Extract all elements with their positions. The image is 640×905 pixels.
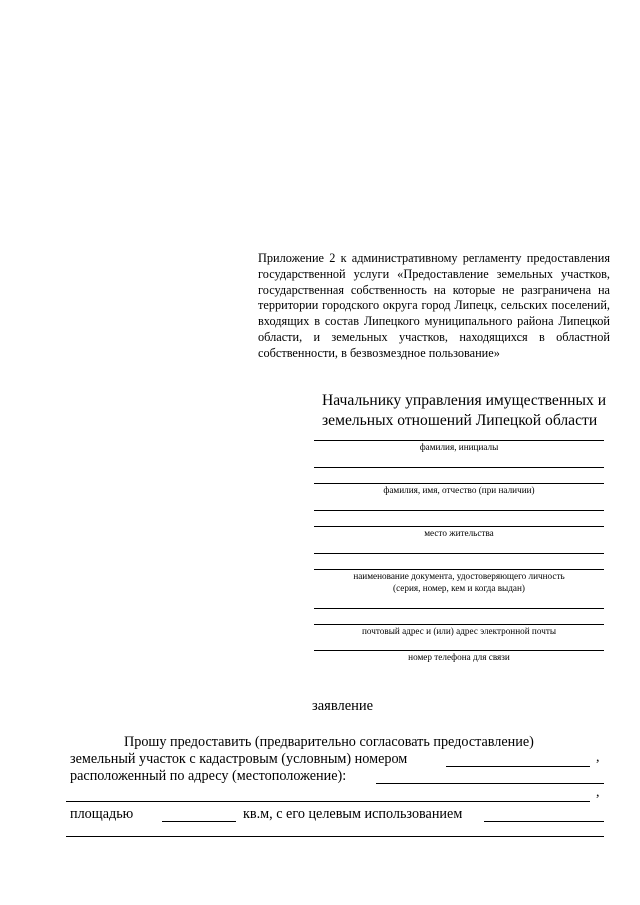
cadastral-comma: , [596,750,600,765]
purpose-line-1[interactable] [484,821,604,822]
residence-caption: место жительства [424,528,494,538]
postal-email-line-1[interactable] [314,608,604,609]
id-document-caption-line-2: (серия, номер, кем и когда выдан) [393,583,525,593]
addressee-line-2: земельных отношений Липецкой области [322,412,598,429]
location-line-blank-1[interactable] [376,783,604,784]
location-line: расположенный по адресу (местоположение): [70,768,347,784]
postal-email-caption: почтовый адрес и (или) адрес электронной почты [361,626,557,636]
area-label: площадью [70,806,134,822]
id-document-caption [314,570,604,594]
statement-title: заявление [312,698,374,714]
full-name-caption: фамилия, имя, отчество (при наличии) [383,485,535,495]
request-line: Прошу предоставить (предварительно согласовать предоставление) [124,734,534,750]
appendix-note: Приложение 2 к административному регламенту предоставления государственной услуги «Предоставление земельных участков, государственная собственность на которые не разграничена на территории городского округа город Липецк, сельских поселений, входящих в состав Липецкого муниципального района Липецкой области, и земельных участков, находящихся в областной собственности, в безвозмездное пользование» [258,251,610,360]
area-value-line[interactable] [162,821,236,822]
addressee-line-1: Начальнику управления имущественных и [322,392,607,409]
purpose-line-2[interactable] [66,836,604,837]
residence-line-1[interactable] [314,510,604,511]
phone-caption: номер телефона для связи [408,652,510,662]
parcel-line: земельный участок с кадастровым (условным) номером [70,751,408,767]
id-document-caption-line-1: наименование документа, удостоверяющего личность [353,571,565,581]
full-name-line-1[interactable] [314,467,604,468]
area-unit-purpose: кв.м, с его целевым использованием [243,806,463,822]
location-comma: , [596,785,600,800]
surname-initials-caption: фамилия, инициалы [419,442,499,452]
addressee [322,391,610,431]
location-line-blank-2[interactable] [66,801,590,802]
id-document-line-1[interactable] [314,553,604,554]
cadastral-number-line[interactable] [446,766,590,767]
